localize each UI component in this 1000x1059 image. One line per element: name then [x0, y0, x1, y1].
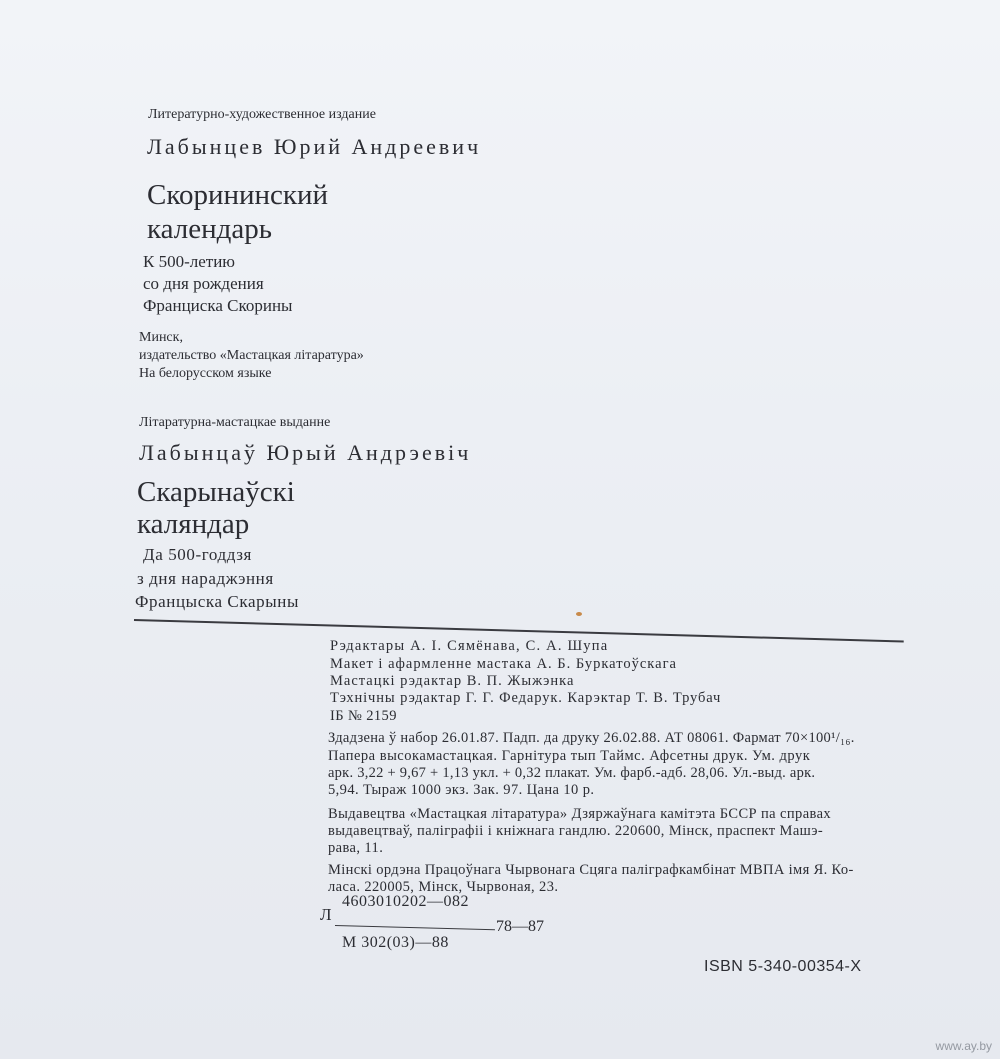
imprint-publisher-line2: выдавецтваў, паліграфіі і кніжнага гандлю. 220600, Мінск, праспект Машэ-: [328, 823, 824, 839]
code-numerator: 4603010202—082: [342, 893, 469, 910]
imprint-print-line1: Здадзена ў набор 26.01.87. Падп. да друку 26.02.88. АТ 08061. Фармат 70×100¹/₁₆.: [328, 730, 855, 746]
imprint-printer-line2: ласа. 220005, Мінск, Чырвоная, 23.: [328, 879, 559, 895]
ru-title-line1: Скорининский: [147, 179, 329, 211]
imprint-ib-number: ІБ № 2159: [330, 708, 397, 724]
imprint-print-line2: Папера высокамастацкая. Гарнітура тып Таймс. Афсетны друк. Ум. друк: [328, 748, 811, 764]
imprint-tech-editor: Тэхнічны рэдактар Г. Г. Федарук. Карэктар Т. В. Трубач: [330, 690, 722, 706]
ru-language: На белорусском языке: [139, 366, 272, 381]
imprint-print-line3: арк. 3,22 + 9,67 + 1,13 укл. + 0,32 плакат. Ум. фарб.-адб. 28,06. Ул.-выд. арк.: [328, 765, 816, 781]
ru-title-line2: календарь: [147, 213, 272, 245]
by-subtitle-line2: з дня нараджэння: [137, 569, 274, 588]
by-subtitle-line1: Да 500-годдзя: [143, 545, 252, 564]
isbn-label: ISBN 5-340-00354-X: [704, 958, 862, 975]
code-suffix: 78—87: [496, 918, 544, 935]
by-title-line2: каляндар: [137, 508, 250, 540]
imprint-publisher-line3: рава, 11.: [328, 840, 384, 856]
code-letter: Л: [320, 905, 332, 924]
ru-subtitle-line3: Франциска Скорины: [143, 296, 293, 315]
imprint-layout: Макет і афармленне мастака А. Б. Буркатоўскага: [330, 656, 677, 672]
ru-city: Минск,: [139, 330, 183, 345]
code-fraction-rule: [335, 925, 495, 930]
ru-author: Лабынцев Юрий Андреевич: [147, 134, 482, 159]
ru-subtitle-line2: со дня рождения: [143, 274, 264, 293]
imprint-publisher-line1: Выдавецтва «Мастацкая літаратура» Дзяржаўнага камітэта БССР па справах: [328, 806, 832, 822]
by-title-line1: Скарынаўскі: [137, 476, 295, 508]
imprint-printer-line1: Мінскі ордэна Працоўнага Чырвонага Сцяга паліграфкамбінат МВПА імя Я. Ко-: [328, 862, 854, 878]
site-watermark: www.ay.by: [935, 1039, 992, 1053]
by-author: Лабынцаў Юрый Андрэевіч: [139, 440, 472, 465]
ru-subtitle-line1: К 500-летию: [143, 252, 236, 271]
ru-edition-type: Литературно-художественное издание: [148, 107, 376, 122]
paper-speck: [576, 612, 582, 616]
imprint-print-line4: 5,94. Тыраж 1000 экз. Зак. 97. Цана 10 р.: [328, 782, 595, 798]
imprint-art-editor: Мастацкі рэдактар В. П. Жыжэнка: [330, 673, 575, 689]
imprint-editors: Рэдактары А. І. Сямёнава, С. А. Шупа: [330, 638, 609, 654]
by-edition-type: Літаратурна-мастацкае выданне: [139, 415, 331, 430]
by-subtitle-line3: Францыска Скарыны: [135, 592, 299, 611]
ru-publisher: издательство «Мастацкая літаратура»: [139, 348, 364, 363]
code-denominator: М 302(03)—88: [342, 934, 449, 951]
